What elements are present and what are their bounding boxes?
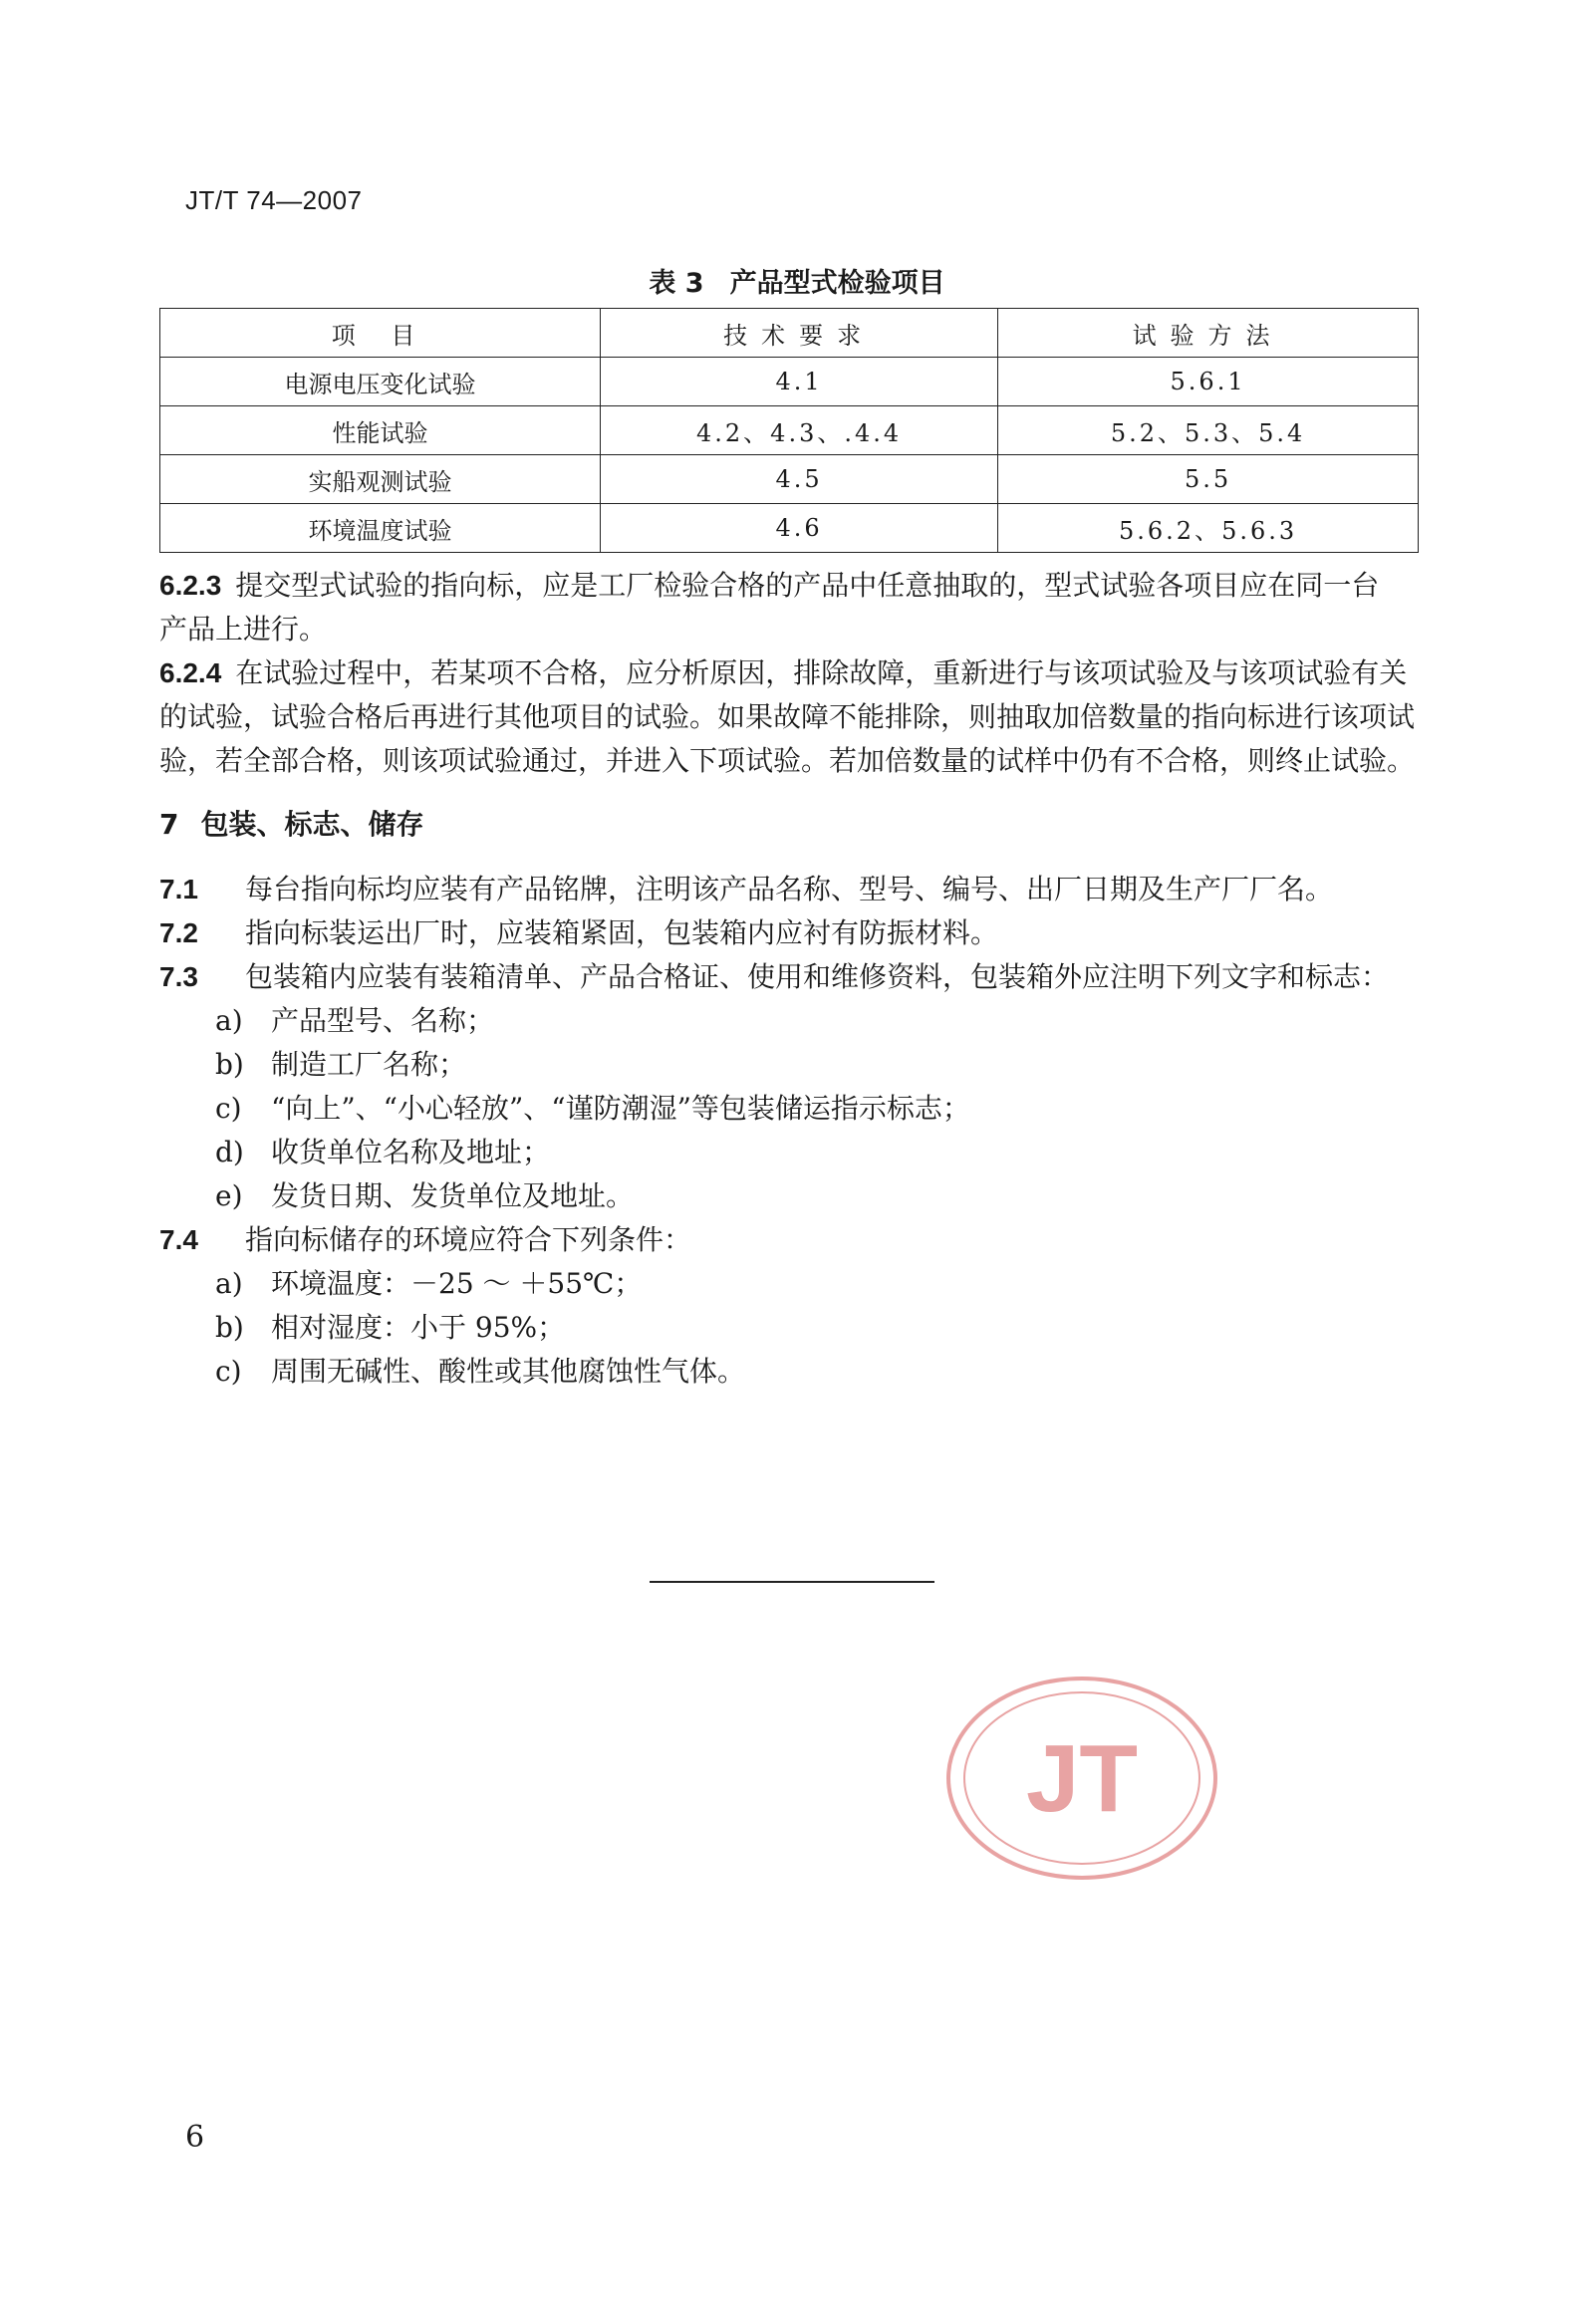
list-mark: a) xyxy=(215,1267,243,1300)
list-item xyxy=(215,1262,642,1306)
table-cell-method: 5.2、5.3、5.4 xyxy=(998,406,1419,455)
list-item xyxy=(215,1043,466,1087)
list-mark: a) xyxy=(215,1004,243,1037)
clause-text-line: 在试验过程中，若某项不合格，应分析原因，排除故障，重新进行与该项试验及与该项试验有关 xyxy=(235,656,1408,689)
table-row xyxy=(160,406,1419,455)
end-rule xyxy=(650,1581,934,1583)
clause-7-4 xyxy=(159,1218,691,1262)
table-row xyxy=(160,455,1419,504)
clause-7-3 xyxy=(159,955,1389,999)
list-item xyxy=(215,1306,565,1350)
clause-text: 指向标装运出厂时，应装箱紧固，包装箱内应衬有防振材料。 xyxy=(245,916,999,949)
table-caption-number: 表 3 xyxy=(649,268,704,299)
list-mark: b) xyxy=(215,1311,244,1344)
table-row xyxy=(160,358,1419,406)
table-caption xyxy=(0,261,1594,300)
seal-text: JT xyxy=(1025,1725,1139,1832)
table-cell-item: 电源电压变化试验 xyxy=(160,358,601,406)
table-caption-title: 产品型式检验项目 xyxy=(729,268,945,299)
jt-seal-watermark xyxy=(942,1674,1221,1883)
list-item xyxy=(215,1131,550,1174)
list-mark: e) xyxy=(215,1179,243,1212)
page-number: 6 xyxy=(185,2120,205,2155)
clause-7-1 xyxy=(159,868,1333,911)
list-item xyxy=(215,1174,634,1218)
table-cell-item: 性能试验 xyxy=(160,406,601,455)
column-header-requirement: 技术要求 xyxy=(601,309,998,358)
clause-number: 7.1 xyxy=(159,874,198,904)
standard-code: JT/T 74—2007 xyxy=(185,185,363,215)
table-row xyxy=(160,504,1419,553)
type-test-table xyxy=(159,308,1419,553)
table-cell-requirement: 4.1 xyxy=(601,358,998,406)
clause-text-line: 提交型式试验的指向标，应是工厂检验合格的产品中任意抽取的，型式试验各项目应在同一台 xyxy=(235,569,1380,602)
table-cell-item: 环境温度试验 xyxy=(160,504,601,553)
list-mark: b) xyxy=(215,1048,244,1081)
table-cell-method: 5.5 xyxy=(998,455,1419,504)
list-text: 周围无碱性、酸性或其他腐蚀性气体。 xyxy=(271,1355,746,1388)
table-cell-method: 5.6.2、5.6.3 xyxy=(998,504,1419,553)
clause-number: 7.4 xyxy=(159,1224,198,1255)
list-text: 收货单位名称及地址； xyxy=(271,1136,551,1168)
list-text: 产品型号、名称； xyxy=(271,1004,495,1037)
column-header-item: 项 目 xyxy=(160,309,601,358)
table-cell-requirement: 4.5 xyxy=(601,455,998,504)
list-text: 发货日期、发货单位及地址。 xyxy=(271,1179,635,1212)
table-cell-item: 实船观测试验 xyxy=(160,455,601,504)
clause-number: 7.3 xyxy=(159,961,198,992)
clause-text-line: 产品上进行。 xyxy=(159,613,328,646)
clause-number: 6.2.3 xyxy=(159,570,222,601)
clause-text: 包装箱内应装有装箱清单、产品合格证、使用和维修资料，包装箱外应注明下列文字和标志： xyxy=(245,960,1390,993)
clause-7-2 xyxy=(159,911,998,955)
list-text: “向上”、“小心轻放”、“谨防潮湿”等包装储运指示标志； xyxy=(271,1092,970,1125)
list-mark: c) xyxy=(215,1092,242,1125)
list-item xyxy=(215,1087,970,1131)
clause-text: 指向标储存的环境应符合下列条件： xyxy=(245,1223,692,1256)
list-text: 相对湿度：小于 95%； xyxy=(271,1311,566,1344)
list-item xyxy=(215,1350,745,1394)
table-cell-requirement: 4.6 xyxy=(601,504,998,553)
list-text: 制造工厂名称； xyxy=(271,1048,467,1081)
section-number: 7 xyxy=(159,808,179,841)
clause-number: 6.2.4 xyxy=(159,657,222,688)
clause-6-2-4 xyxy=(159,651,1445,783)
list-text: 环境温度：－25 ～ ＋55℃； xyxy=(271,1267,643,1300)
clause-text: 每台指向标均应装有产品铭牌，注明该产品名称、型号、编号、出厂日期及生产厂厂名。 xyxy=(245,873,1334,905)
table-cell-requirement: 4.2、4.3、.4.4 xyxy=(601,406,998,455)
section-heading xyxy=(159,803,424,843)
clause-number: 7.2 xyxy=(159,917,198,948)
section-title: 包装、标志、储存 xyxy=(200,808,424,841)
list-mark: d) xyxy=(215,1136,244,1168)
clause-text-line: 验，若全部合格，则该项试验通过，并进入下项试验。若加倍数量的试样中仍有不合格，则终止试验。 xyxy=(159,744,1416,777)
column-header-method: 试验方法 xyxy=(998,309,1419,358)
list-item xyxy=(215,999,494,1043)
table-header-row xyxy=(160,309,1419,358)
clause-6-2-3 xyxy=(159,564,1445,651)
clause-text-line: 的试验，试验合格后再进行其他项目的试验。如果故障不能排除，则抽取加倍数量的指向标进行该项试 xyxy=(159,700,1416,733)
table-cell-method: 5.6.1 xyxy=(998,358,1419,406)
list-mark: c) xyxy=(215,1355,242,1388)
